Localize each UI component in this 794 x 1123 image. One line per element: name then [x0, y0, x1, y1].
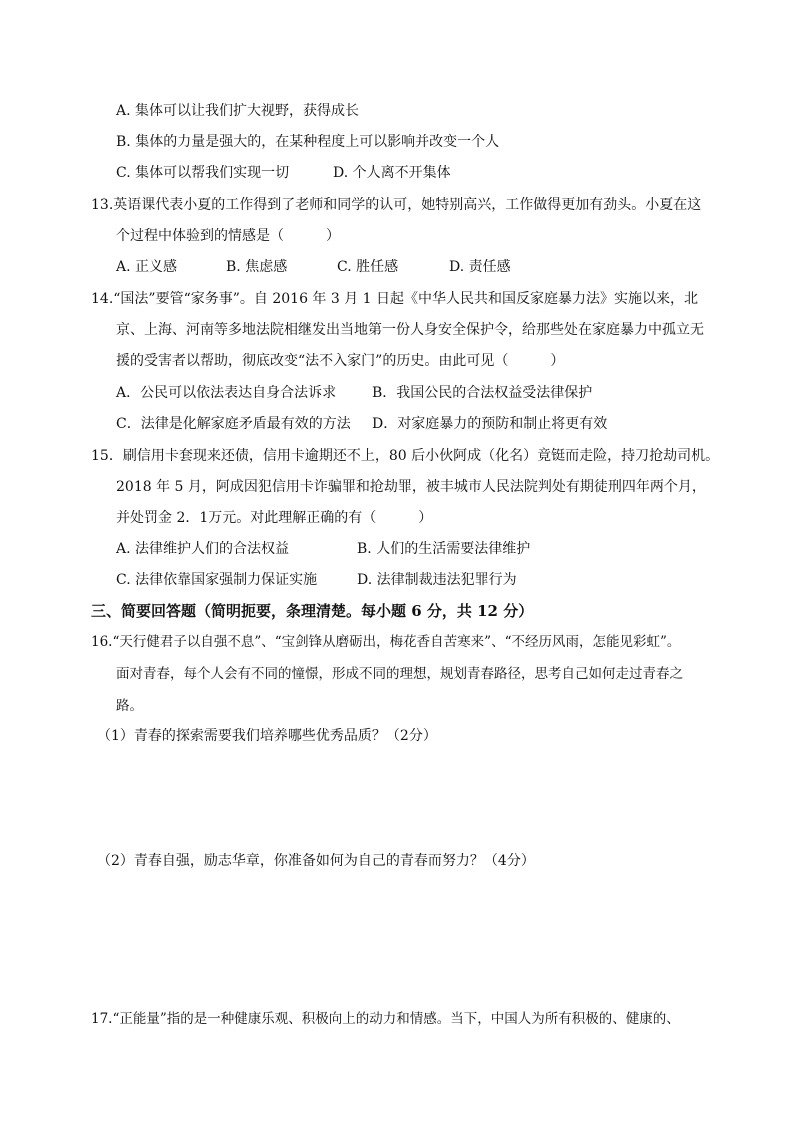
section-three-heading: 三、简要回答题（简明扼要，条理清楚。每小题 6 分，共 12 分）: [91, 602, 534, 620]
q14-option-c: C．法律是化解家庭矛盾最有效的方法: [116, 416, 351, 432]
q13-option-b: B. 焦虑感: [226, 259, 288, 275]
q14-stem-line-1: 14.“国法”要管“家务事”。自 2016 年 3 月 1 日起《中华人民共和国反家庭暴力法》实施以来，北: [91, 291, 699, 307]
q16-subquestion-2: （2）青春自强，励志华章，你准备如何为自己的青春而努力？（4分）: [97, 853, 535, 869]
q15-stem-line-3: 并处罚金 2．1万元。对此理解正确的有（ ）: [116, 510, 433, 526]
q13-stem-line-2: 个过程中体验到的情感是（ ）: [116, 228, 340, 244]
q12-options-row: [116, 163, 451, 183]
q15-option-a: A. 法律维护人们的合法权益: [116, 541, 290, 557]
q14-option-d: D．对家庭暴力的预防和制止将更有效: [372, 416, 608, 432]
q15-stem-line-2: 2018 年 5 月，阿成因犯信用卡诈骗罪和抢劫罪，被丰城市人民法院判处有期徒刑四年两个月，: [116, 479, 706, 495]
q13-option-c: C. 胜任感: [337, 259, 399, 275]
q12-option-d: D. 个人离不开集体: [333, 165, 451, 181]
q16-subquestion-1: （1）青春的探索需要我们培养哪些优秀品质？（2分）: [97, 728, 437, 744]
q12-option-c: C. 集体可以帮我们实现一切: [116, 165, 290, 181]
q16-stem-line-3: 路。: [116, 698, 143, 714]
q15-options-row-1: [116, 539, 530, 559]
q12-option-b: B. 集体的力量是强大的，在某种程度上可以影响并改变一个人: [116, 134, 500, 150]
q15-option-b: B. 人们的生活需要法律维护: [357, 541, 531, 557]
q13-stem-line-1: 13.英语课代表小夏的工作得到了老师和同学的认可，她特别高兴，工作做得更加有劲头。小夏在这: [91, 197, 702, 213]
q15-option-c: C. 法律依靠国家强制力保证实施: [116, 572, 318, 588]
q14-option-a: A．公民可以依法表达自身合法诉求: [116, 385, 337, 401]
q15-options-row-2: [116, 570, 517, 590]
q16-stem-line-2: 面对青春，每个人会有不同的憧憬，形成不同的理想，规划青春路径，思考自己如何走过青春之: [116, 666, 683, 682]
q14-option-b: B．我国公民的合法权益受法律保护: [372, 385, 593, 401]
q13-option-a: A. 正义感: [116, 259, 178, 275]
q16-stem-line-1: 16.“天行健君子以自强不息”、“宝剑锋从磨砺出，梅花香自苦寒来”、“不经历风雨，怎能见彩虹”。: [91, 634, 681, 650]
q13-option-d: D. 责任感: [449, 259, 511, 275]
q14-stem-line-3: 援的受害者以帮助，彻底改变“法不入家门”的历史。由此可见（ ）: [116, 353, 565, 369]
q13-options-row: [116, 257, 511, 277]
q15-option-d: D. 法律制裁违法犯罪行为: [357, 572, 517, 588]
q15-stem-line-1: 15．刷信用卡套现来还债，信用卡逾期还不上，80 后小伙阿成（化名）竟铤而走险，持刀抢劫司机。: [91, 448, 720, 464]
q14-options-row-1: [116, 383, 592, 403]
q12-option-a: A. 集体可以让我们扩大视野，获得成长: [116, 103, 360, 119]
q14-stem-line-2: 京、上海、河南等多地法院相继发出当地第一份人身安全保护令，给那些处在家庭暴力中孤立无: [116, 322, 704, 338]
q17-stem-line-1: 17.“正能量”指的是一种健康乐观、积极向上的动力和情感。当下，中国人为所有积极的、健康的、: [91, 1011, 680, 1027]
q14-options-row-2: [116, 414, 607, 434]
